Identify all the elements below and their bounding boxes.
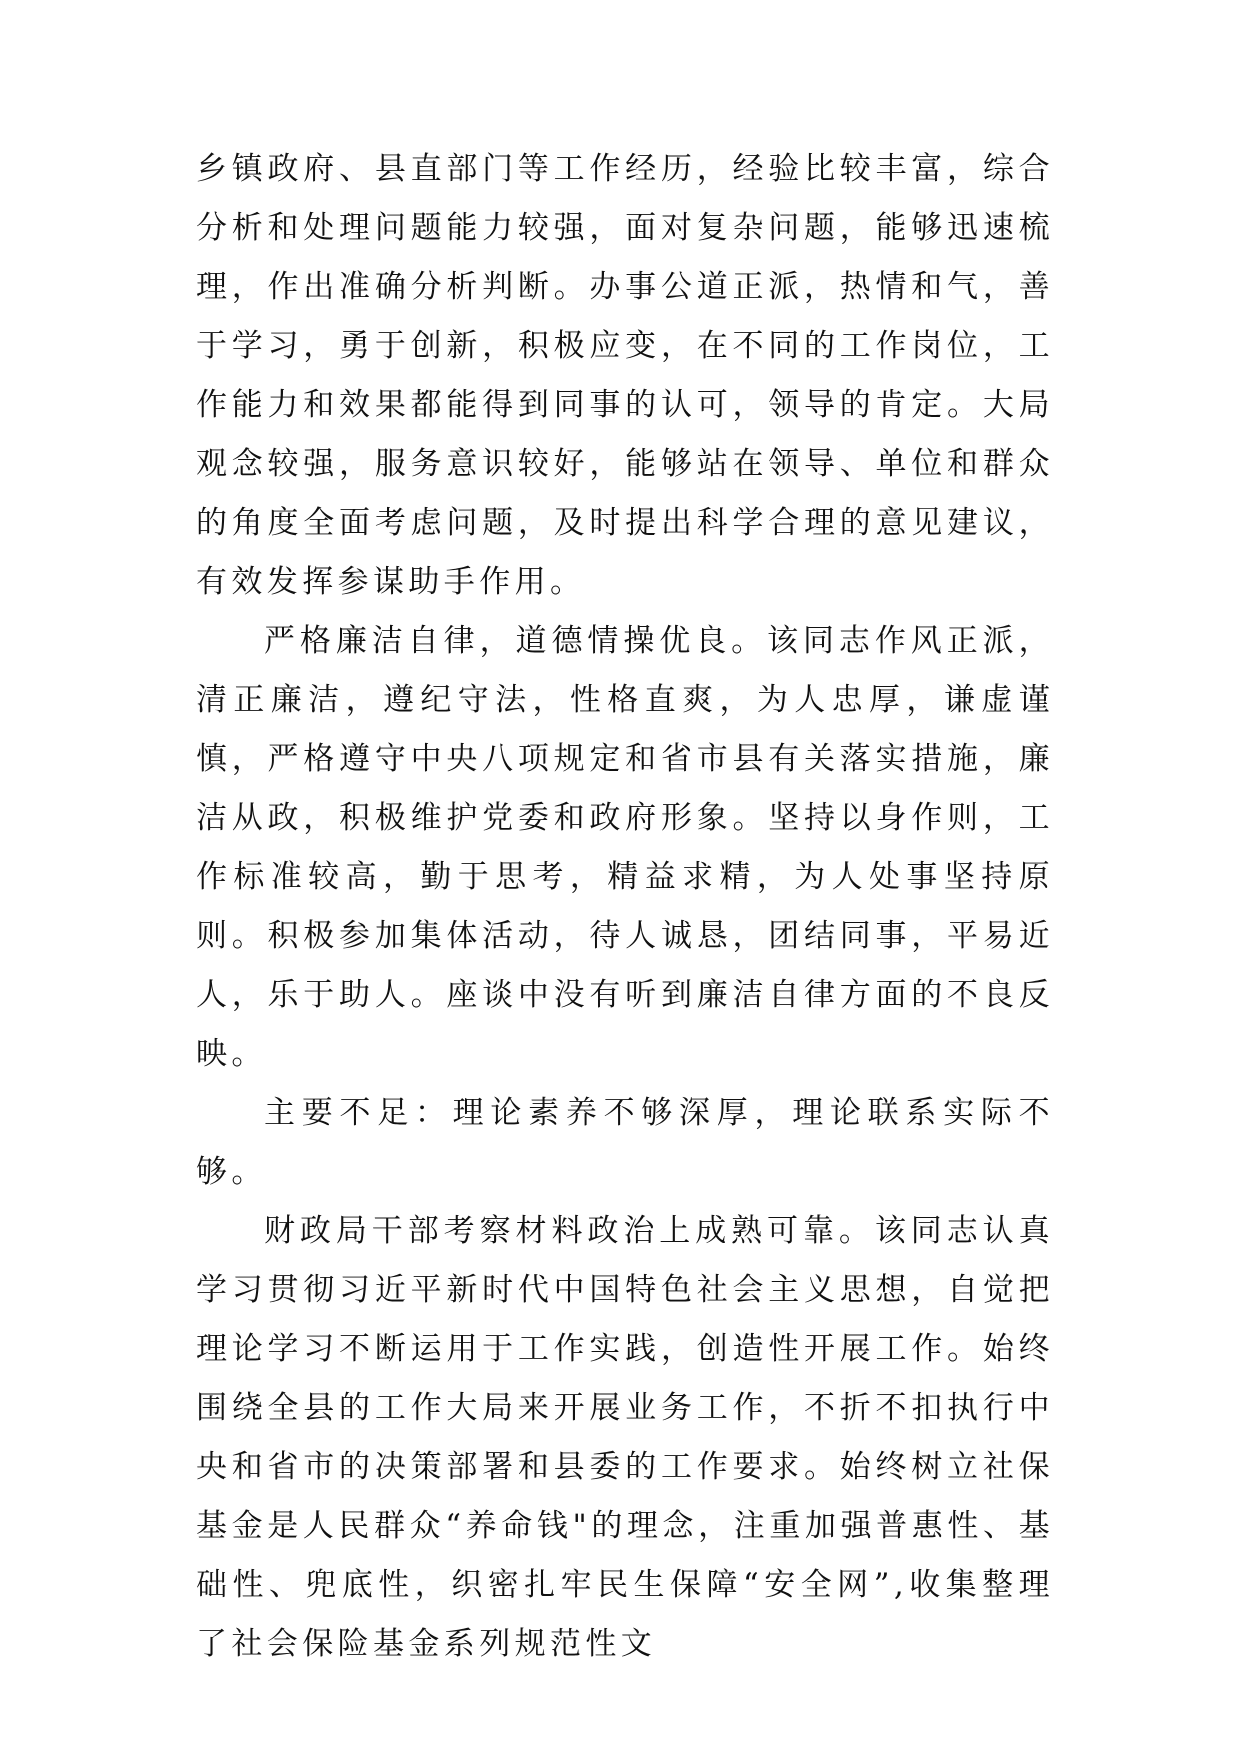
paragraph-political: 财政局干部考察材料政治上成熟可靠。该同志认真学习贯彻习近平新时代中国特色社会主义思想，自觉把理论学习不断运用于工作实践，创造性开展工作。始终围绕全县的工作大局来开展业务工作，不折不扣执行中央和省市的决策部署和县委的工作要求。始终树立社保基金是人民群众“养命钱"的理念，注重加强普惠性、基础性、兜底性，织密扎牢民生保障“安全网”,收集整理了社会保险基金系列规范性文 bbox=[196, 1213, 1054, 1662]
paragraph-shortcomings: 主要不足：理论素养不够深厚，理论联系实际不够。 bbox=[196, 1095, 1054, 1190]
document-body bbox=[196, 140, 1054, 1674]
paragraph-integrity: 严格廉洁自律，道德情操优良。该同志作风正派，清正廉洁，遵纪守法，性格直爽，为人忠厚，谦虚谨慎，严格遵守中央八项规定和省市县有关落实措施，廉洁从政，积极维护党委和政府形象。坚持以身作则，工作标准较高，勤于思考，精益求精，为人处事坚持原则。积极参加集体活动，待人诚恳，团结同事，平易近人，乐于助人。座谈中没有听到廉洁自律方面的不良反映。 bbox=[196, 623, 1054, 1072]
paragraph-continued: 乡镇政府、县直部门等工作经历，经验比较丰富，综合分析和处理问题能力较强，面对复杂问题，能够迅速梳理，作出准确分析判断。办事公道正派，热情和气，善于学习，勇于创新，积极应变，在不同的工作岗位，工作能力和效果都能得到同事的认可，领导的肯定。大局观念较强，服务意识较好，能够站在领导、单位和群众的角度全面考虑问题，及时提出科学合理的意见建议，有效发挥参谋助手作用。 bbox=[196, 151, 1054, 600]
